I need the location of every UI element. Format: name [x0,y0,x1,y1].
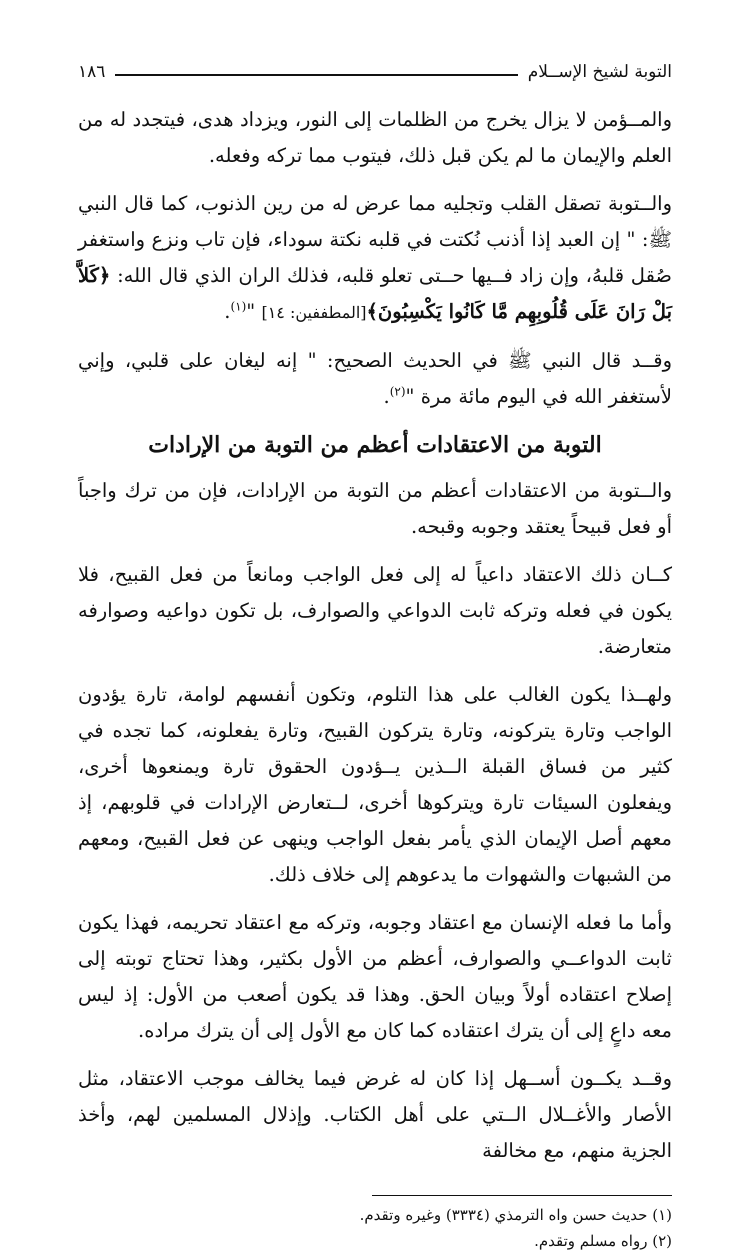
paragraph-5: كــان ذلك الاعتقاد داعياً له إلى فعل الواجب ومانعاً من فعل القبيح، فلا يكون في فعله وتركه ثابت الدواعي والصوارف، بل تكون دواعيه وصوارفه متعارضة. [78,563,672,658]
paragraph-4: والــتوبة من الاعتقادات أعظم من التوبة من الإرادات، فإن من ترك واجباً أو فعل قبيحاً يعتقد وجوبه وقبحه. [78,479,672,538]
paragraph-2-text: والــتوبة تصقل القلب وتجليه مما عرض له من رين الذنوب، كما قال النبي ﷺ: " إن العبد إذا أذنب نُكتت في قلبه نكتة سوداء، فإن تاب ونزع واستغفر صُقل قلبهُ، وإن زاد فــيها حــتى تعلو قلبه، فذلك الران الذي قال الله: [78,192,672,287]
paragraph-1: والمــؤمن لا يزال يخرج من الظلمات إلى النور، ويزداد هدى، فيتجدد له من العلم والإيمان ما لم يكن قبل ذلك، فيتوب مما تركه وفعله. [78,108,672,167]
header-rule [115,74,517,76]
footnotes [78,1202,672,1254]
running-title: التوبة لشيخ الإســلام [527,62,672,82]
paragraph-3: وقــد قال النبي ﷺ في الحديث الصحيح: " إنه ليغان على قلبي، وإني لأستغفر الله في اليوم مائة مرة "$^{(٢)}$. [78,349,672,408]
paragraph-6: ولهــذا يكون الغالب على هذا التلوم، وتكون أنفسهم لوامة، تارة يؤدون الواجب وتارة يتركونه، وتارة يتركون القبيح، وتارة يفعلونه، كما تجده في كثير من فساق القبلة الــذين يــؤدون الحقوق تارة ويمنعوها أخرى، ويفعلون السيئات تارة ويتركوها أخرى، لــتعارض الإرادات في قلوبهم، إذ معهم أصل الإيمان الذي يأمر بفعل الواجب وينهى عن فعل القبيح، ومعهم من الشبهات والشهوات ما يدعوهم إلى خلاف ذلك. [78,683,672,886]
page-header [78,52,672,92]
quran-verse: ﴿كَلاَّ بَلْ رَانَ عَلَى قُلُوبِهِم مَّا كَانُوا يَكْسِبُونَ﴾ [78,264,672,323]
footnote-divider [372,1195,672,1196]
verse-reference: [المطففين: ١٤] [261,303,367,322]
footnote-1: (١) حديث حسن واه الترمذي (٣٣٣٤) وغيره وتقدم. [359,1206,672,1224]
page-number: ١٨٦ [78,62,106,82]
footnote-marker-1[interactable]: (١) [230,299,247,314]
section-heading: التوبة من الاعتقادات أعظم من التوبة من الإرادات [148,432,602,458]
paragraph-2: والــتوبة تصقل القلب وتجليه مما عرض له من رين الذنوب، كما قال النبي ﷺ: " إن العبد إذا أذنب نُكتت في قلبه نكتة سوداء، فإن تاب ونزع واستغفر صُقل قلبهُ، وإن زاد فــيها حــتى تعلو قلبه، فذلك الران الذي قال الله: ﴿كَلاَّ بَلْ رَانَ عَلَى قُلُوبِهِم مَّا كَانُوا يَكْسِبُونَ﴾[المطففين: ١٤] "$^{(١)}$. [78,192,672,323]
paragraph-7: وأما ما فعله الإنسان مع اعتقاد وجوبه، وتركه مع اعتقاد تحريمه، فهذا يكون ثابت الدواعــي والصوارف، أعظم من الأول بكثير، وهذا تحتاج توبته إلى إصلاح اعتقاده أولاً وبيان الحق. وهذا قد يكون أصعب من الأول: إذ ليس معه داعٍ إلى أن يترك اعتقاده كما كان مع الأول إلى أن يترك مراده. [78,911,672,1042]
footnote-marker-2[interactable]: (٢) [389,384,406,399]
page-body [78,102,672,1254]
quote-close: " [246,300,262,323]
paragraph-8: وقــد يكــون أســهل إذا كان له غرض فيما يخالف موجب الاعتقاد، مثل الأصار والأغــلال الــتي على أهل الكتاب. وإذلال المسلمين لهم، وأخذ الجزية منهم، مع مخالفة [78,1067,672,1162]
paragraph-3-text: وقــد قال النبي ﷺ في الحديث الصحيح: " إنه ليغان على قلبي، وإني لأستغفر الله في اليوم مائة مرة " [78,349,672,408]
footnote-2: (٢) رواه مسلم وتقدم. [534,1232,672,1250]
